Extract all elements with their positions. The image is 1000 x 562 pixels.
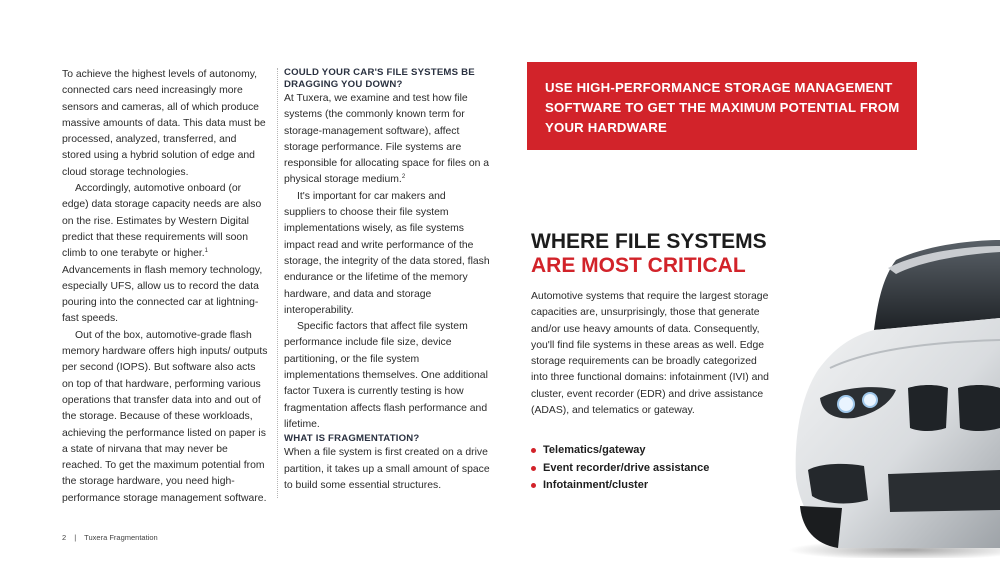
list-item-label: Infotainment/cluster (543, 479, 649, 491)
paragraph: When a file system is first created on a drive partition, it takes up a small amount of space to build some essential structures. (284, 447, 490, 491)
paragraph (284, 91, 490, 189)
section-title-line-1: WHERE FILE SYSTEMS (531, 230, 767, 253)
page-number: 2 (62, 533, 67, 542)
list-item (531, 442, 709, 460)
paragraph-text: Advancements in flash memory technology, especially UFS, allow us to record the data pouring into the connected car at lightning-fast speeds. (62, 264, 263, 325)
section-title-line-2: ARE MOST CRITICAL (531, 254, 746, 277)
footer-separator: | (74, 533, 77, 542)
paragraph (62, 181, 268, 328)
document-title: Tuxera Fragmentation (84, 533, 158, 542)
section-heading: WHAT IS FRAGMENTATION? (284, 433, 420, 445)
paragraph: It's important for car makers and suppliers to choose their file system implementations wisely, as file systems impact read and write performance of the storage, the integrity of the data stored, flash endurance or the lifetime of the memory hardware, and data and storage interoperability. (284, 190, 490, 316)
paragraph: To achieve the highest levels of autonomy, connected cars need increasingly more sensors and cameras, all of which produce massive amounts of data. This data must be processed, analyzed, transferred, and stored using a hybrid solution of edge and cloud storage technologies. (62, 69, 266, 178)
list-item-label: Event recorder/drive assistance (543, 461, 710, 474)
list-item (531, 477, 709, 495)
paragraph: Out of the box, automotive-grade flash memory hardware offers high inputs/ outputs per second (IOPS). But software also acts on top of that hardware, performing various operations that transfer data into and out of the storage. Because of these workloads, achieving the performance listed on paper is a state of nirvana that may never be reached. To get the maximum potential from the storage hardware, you need high-performance storage management software. (62, 329, 268, 504)
paragraph-text: At Tuxera, we examine and test how file systems (the commonly known term for storage-management software), affect storage performance. File systems are responsible for allocating space for files on a physical storage medium. (284, 93, 490, 186)
footnote-ref: 1 (204, 248, 209, 255)
page-footer (62, 533, 158, 542)
bullet-icon (531, 448, 536, 453)
bullet-icon (531, 466, 536, 471)
paragraph-text: Accordingly, automotive onboard (or edge) data storage capacity needs are also on the rise. Estimates by Western Digital predict that these requirements will soon climb to one terabyte or higher. (62, 183, 262, 260)
list-item (531, 460, 709, 478)
section-heading: COULD YOUR CAR'S FILE SYSTEMS BE DRAGGING YOU DOWN? (284, 67, 475, 90)
body-column-1 (62, 67, 268, 507)
section-body: Automotive systems that require the largest storage capacities are, unsurprisingly, those that generate and/or use heavy amounts of data. Consequently, you'll find file systems in these areas as well. Edge storage requirements can be broadly categorized into three functional domains: infotainment (IVI) and cluster, event recorder (EDR) and drive assistance (ADAS), and telematics or gateway. (531, 291, 769, 417)
callout-text: USE HIGH-PERFORMANCE STORAGE MANAGEMENT SOFTWARE TO GET THE MAXIMUM POTENTIAL FROM YOUR HARDWARE (545, 80, 900, 135)
body-column-2 (284, 67, 490, 494)
footnote-ref: 2 (401, 174, 406, 181)
bullet-list (531, 442, 709, 495)
column-divider (277, 68, 278, 498)
car-image (778, 238, 1000, 558)
list-item-label: Telematics/gateway (543, 444, 646, 456)
bullet-icon (531, 483, 536, 488)
paragraph: Specific factors that affect file system performance include file size, device partitioning, or the file system implementations themselves. One additional factor Tuxera is currently testing is how fragmentation affects flash performance and lifetime. (284, 321, 488, 430)
